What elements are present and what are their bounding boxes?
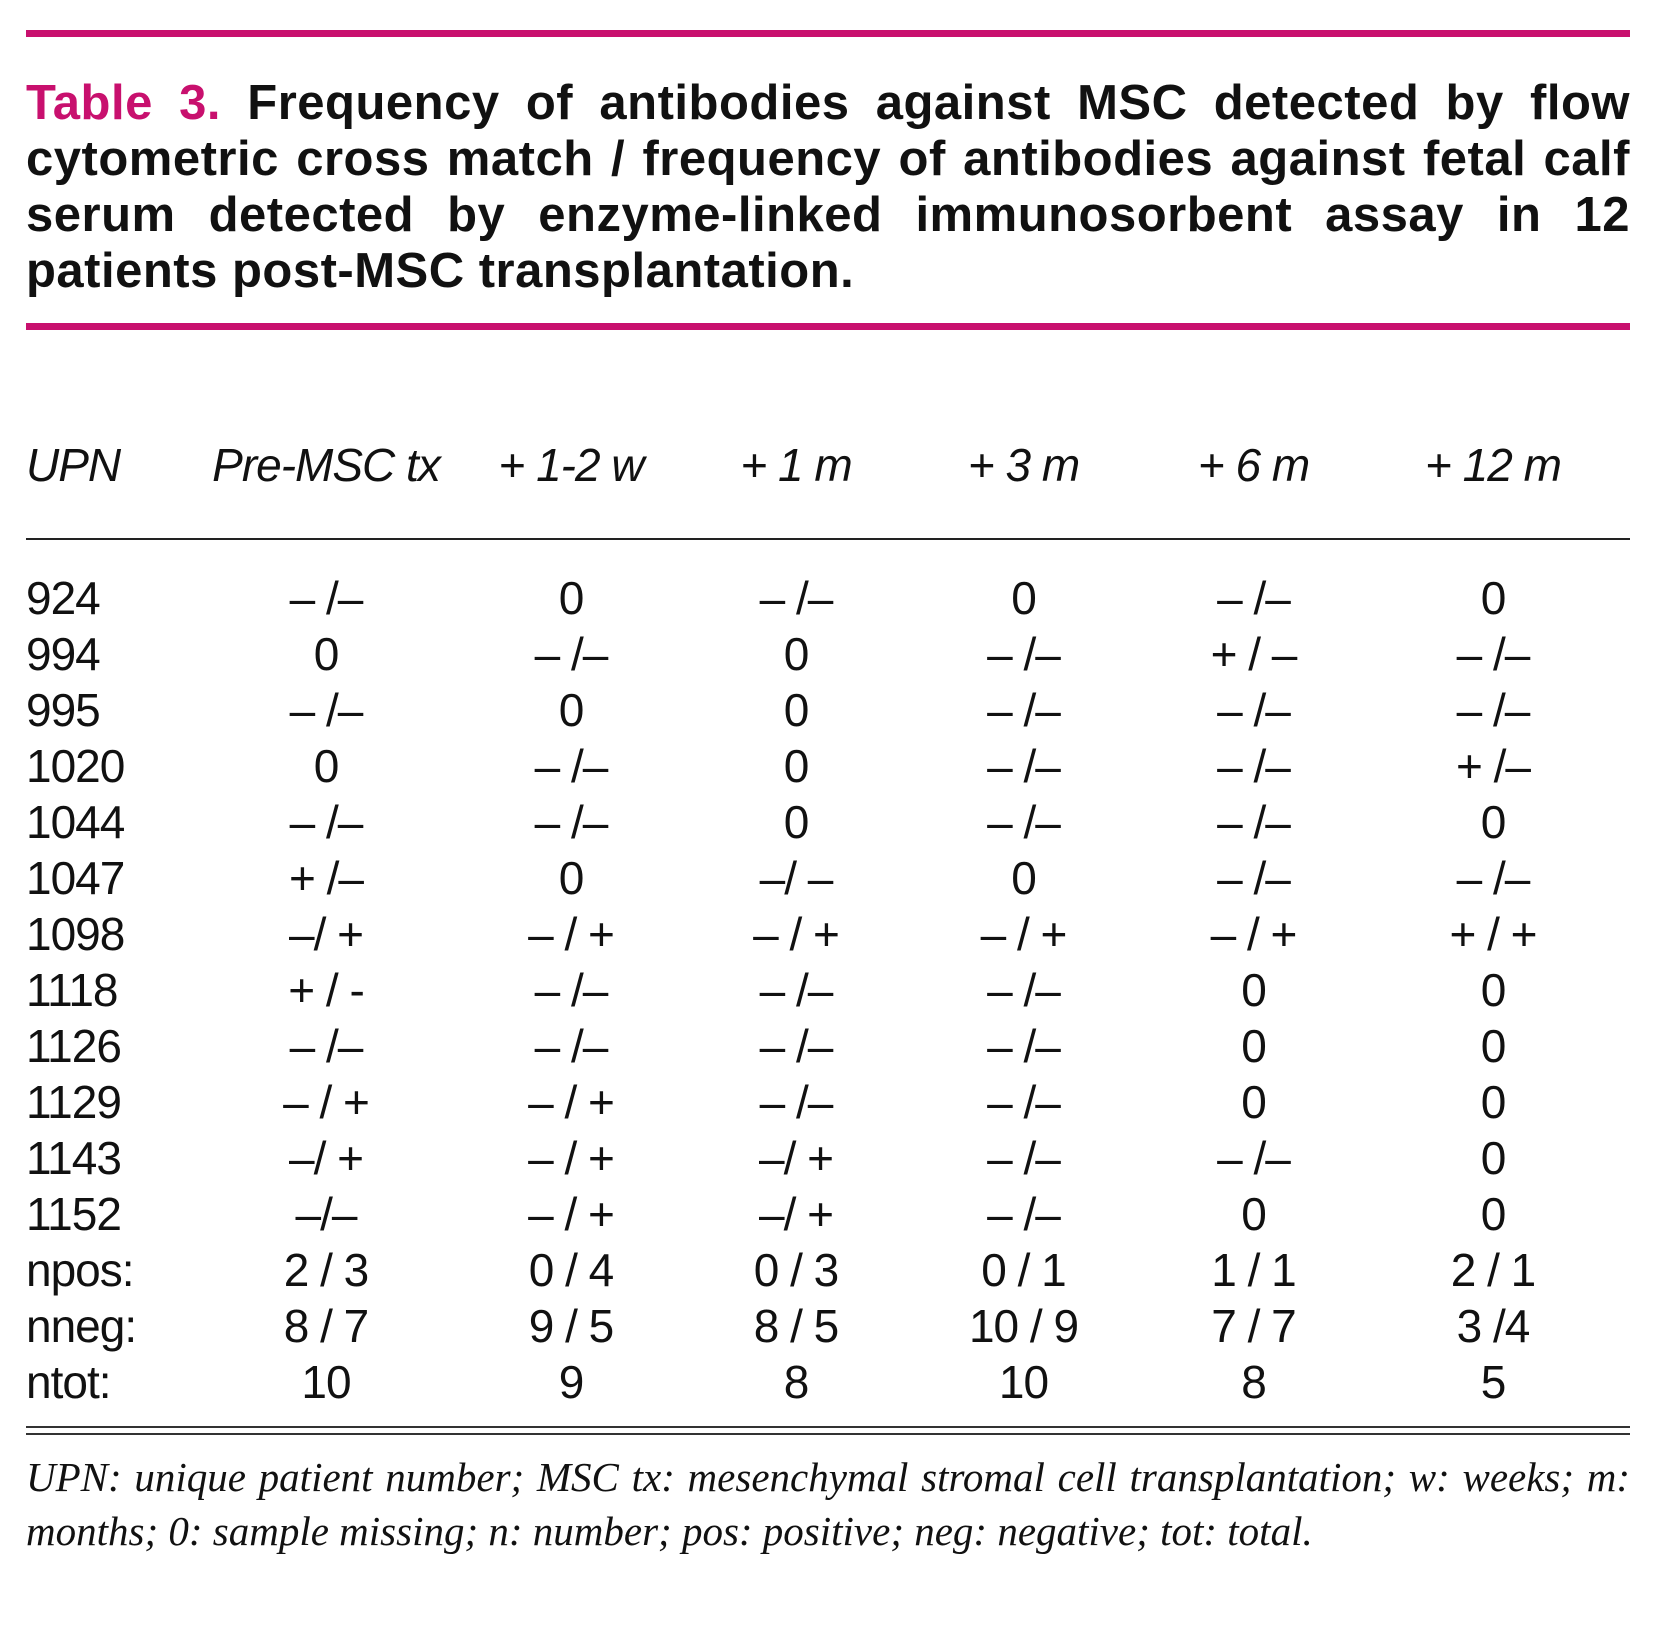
row-label-cell: nneg: (26, 1300, 137, 1352)
row-label-cell: 1152 (26, 1188, 121, 1240)
table-cell: 0 (1480, 572, 1506, 624)
table-cell: 7 / 7 (1211, 1300, 1296, 1352)
table-cell: 1 / 1 (1211, 1244, 1296, 1296)
table-row (26, 1018, 1630, 1074)
table-cell: – /– (987, 684, 1060, 736)
table-row (26, 1130, 1630, 1186)
table-cell: 8 (1241, 1356, 1266, 1408)
table-row (26, 682, 1630, 738)
table-cell: –/ + (288, 1132, 363, 1184)
table-row (26, 539, 1630, 626)
row-label-cell: npos: (26, 1244, 134, 1296)
table-row (26, 1354, 1630, 1410)
table-row (26, 1242, 1630, 1298)
table-cell: + / + (1449, 908, 1537, 960)
table-cell: – /– (987, 1188, 1060, 1240)
table-cell: 0 (1241, 1076, 1266, 1128)
table-caption (26, 75, 1630, 299)
col-header-12m: + 12 m (1356, 410, 1630, 539)
table-cell: 9 / 5 (528, 1300, 614, 1352)
table-cell: 10 / 9 (968, 1300, 1079, 1352)
table-cell: – /– (1456, 684, 1530, 736)
col-header-1-2w: + 1-2 w (446, 410, 696, 539)
table-row (26, 626, 1630, 682)
table-cell: 0 (1011, 852, 1036, 904)
table-cell: 5 (1480, 1356, 1506, 1408)
table-row (26, 738, 1630, 794)
table-bottom-rule (26, 1426, 1630, 1435)
table-cell: 0 (1480, 964, 1506, 1016)
table-cell: 0 (1480, 1132, 1506, 1184)
table-figure (26, 30, 1630, 1554)
table-cell: 9 (558, 1356, 584, 1408)
table-cell: – /– (534, 796, 608, 848)
table-cell: 0 (1480, 1188, 1506, 1240)
table-cell: 8 / 5 (753, 1300, 839, 1352)
table-cell: – /– (534, 740, 608, 792)
table-cell: 0 (313, 628, 339, 680)
table-cell: – /– (987, 964, 1060, 1016)
table-cell: – /– (759, 964, 833, 1016)
row-label-cell: 1143 (26, 1132, 121, 1184)
table-cell: 8 (783, 1356, 809, 1408)
table-cell: – / + (528, 1188, 614, 1240)
table-cell: – / + (528, 908, 614, 960)
table-cell: 0 (558, 684, 584, 736)
table-cell: – /– (534, 628, 608, 680)
table-cell: – / + (753, 908, 839, 960)
table-cell: – /– (987, 796, 1060, 848)
table-cell: – /– (534, 964, 608, 1016)
table-cell: + / - (288, 964, 364, 1016)
table-cell: – / + (283, 1076, 369, 1128)
table-row (26, 1298, 1630, 1354)
table-cell: – /– (1217, 572, 1290, 624)
table-row (26, 794, 1630, 850)
row-label-cell: 1047 (26, 852, 125, 904)
row-label-cell: 995 (26, 684, 100, 736)
table-cell: – /– (1217, 740, 1290, 792)
row-label-cell: 1126 (26, 1020, 121, 1072)
caption-bottom-rule (26, 323, 1630, 330)
table-cell: 0 (1241, 1188, 1266, 1240)
table-cell: – /– (987, 628, 1060, 680)
table-cell: –/ + (758, 1132, 833, 1184)
table-cell: + /– (288, 852, 363, 904)
table-label: Table 3. (26, 76, 221, 130)
table-cell: – /– (1217, 1132, 1290, 1184)
table-cell: –/ – (759, 852, 833, 904)
table-cell: 0 (783, 628, 809, 680)
table-cell: –/– (295, 1188, 357, 1240)
col-header-pre-msc: Pre-MSC tx (206, 410, 446, 539)
table-cell: 2 / 1 (1450, 1244, 1536, 1296)
table-cell: – /– (987, 1020, 1060, 1072)
row-label-cell: ntot: (26, 1356, 111, 1408)
row-label-cell: 924 (26, 572, 100, 624)
row-label-cell: 1098 (26, 908, 125, 960)
table-cell: –/ + (758, 1188, 833, 1240)
table-cell: 0 (1241, 1020, 1266, 1072)
table-cell: – /– (759, 1076, 833, 1128)
table-cell: 0 (783, 684, 809, 736)
table-cell: 10 (301, 1356, 351, 1408)
col-header-3m: + 3 m (896, 410, 1151, 539)
table-cell: – / + (1210, 908, 1297, 960)
table-cell: 0 (313, 740, 339, 792)
table-cell: – /– (759, 572, 833, 624)
row-label-cell: 1020 (26, 740, 125, 792)
col-header-6m: + 6 m (1151, 410, 1356, 539)
table-cell: – /– (987, 1076, 1060, 1128)
table-cell: 0 (1480, 796, 1506, 848)
table-cell: – / + (528, 1076, 614, 1128)
row-label-cell: 994 (26, 628, 100, 680)
table-cell: + /– (1455, 740, 1530, 792)
table-cell: – / + (528, 1132, 614, 1184)
table-cell: – /– (289, 684, 363, 736)
table-cell: – /– (289, 796, 363, 848)
table-cell: 0 (1480, 1076, 1506, 1128)
table-cell: 10 (998, 1356, 1049, 1408)
row-label-cell: 1044 (26, 796, 125, 848)
table-cell: – /– (534, 1020, 608, 1072)
table-cell: – /– (289, 572, 363, 624)
table-row (26, 1074, 1630, 1130)
table-row (26, 850, 1630, 906)
header-row (26, 410, 1630, 539)
col-header-upn: UPN (26, 410, 206, 539)
table-cell: – /– (1217, 852, 1290, 904)
table-cell: 0 (558, 572, 584, 624)
caption-top-rule (26, 30, 1630, 37)
table-cell: 0 / 4 (528, 1244, 614, 1296)
table-cell: – / + (980, 908, 1067, 960)
table-cell: 0 (558, 852, 584, 904)
table-row (26, 906, 1630, 962)
table-cell: 0 (783, 740, 809, 792)
table-cell: + / – (1210, 628, 1297, 680)
table-cell: 2 / 3 (283, 1244, 369, 1296)
table-cell: 0 / 3 (753, 1244, 839, 1296)
caption-text: Frequency of antibodies against MSC detected by flow cytometric cross match / frequency of antibodies against fetal calf serum detected by enzyme-linked immunosorbent assay in 12 patients post-MSC transplantation. (26, 76, 1630, 298)
row-label-cell: 1118 (26, 964, 118, 1016)
table-cell: 0 (1480, 1020, 1506, 1072)
table-cell: – /– (289, 1020, 363, 1072)
table-cell: – /– (987, 740, 1060, 792)
table-cell: 0 (1011, 572, 1036, 624)
table-row (26, 1186, 1630, 1242)
table-footnote: UPN: unique patient number; MSC tx: mesenchymal stromal cell transplantation; w: weeks; m: months; 0: sample missing; n: number; pos: positive; neg: negative; tot: total. (26, 1454, 1630, 1554)
table-cell: – /– (759, 1020, 833, 1072)
table-cell: – /– (1456, 628, 1530, 680)
table-cell: – /– (1217, 796, 1290, 848)
table-cell: – /– (987, 1132, 1060, 1184)
row-label-cell: 1129 (26, 1076, 121, 1128)
table-cell: 0 (783, 796, 809, 848)
table-cell: 3 /4 (1456, 1300, 1530, 1352)
table-cell: 0 (1241, 964, 1266, 1016)
col-header-1m: + 1 m (696, 410, 896, 539)
table-cell: – /– (1456, 852, 1530, 904)
table-row (26, 962, 1630, 1018)
data-table (26, 410, 1630, 1410)
table-cell: – /– (1217, 684, 1290, 736)
table-cell: 0 / 1 (981, 1244, 1066, 1296)
table-cell: 8 / 7 (283, 1300, 369, 1352)
table-cell: –/ + (288, 908, 363, 960)
